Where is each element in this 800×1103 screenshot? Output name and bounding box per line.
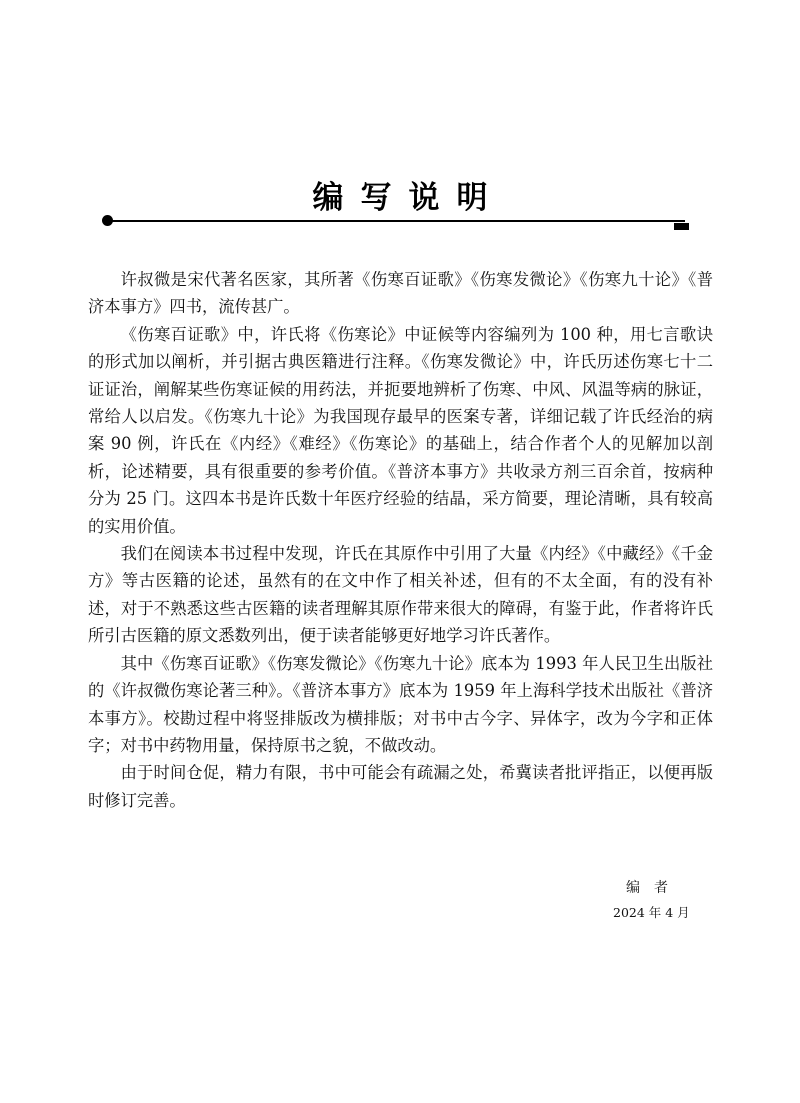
divider-block bbox=[674, 223, 689, 230]
paragraph: 由于时间仓促，精力有限，书中可能会有疏漏之处，希冀读者批评指正，以便再版时修订完善。 bbox=[88, 763, 713, 810]
body-text bbox=[88, 266, 713, 814]
divider-line bbox=[108, 220, 685, 222]
paragraph: 许叔微是宋代著名医家，其所著《伤寒百证歌》《伤寒发微论》《伤寒九十论》《普济本事方》四书，流传甚广。 bbox=[88, 270, 713, 317]
author-signature: 编者 bbox=[626, 880, 682, 896]
page-title: 编写说明 bbox=[312, 180, 505, 216]
paragraph: 《伤寒百证歌》中，许氏将《伤寒论》中证候等内容编列为 100 种，用七言歌诀的形式加以阐析，并引据古典医籍进行注释。《伤寒发微论》中，许氏历述伤寒七十二证证治，阐解某些伤寒证候的用药法，并扼要地辨析了伤寒、中风、风温等病的脉证，常给人以启发。《伤寒九十论》为我国现存最早的医案专著，详细记载了许氏经治的病案 90 例，许氏在《内经》《难经》《伤寒论》的基础上，结合作者个人的见解加以剖析，论述精要，具有很重要的参考价值。《普济本事方》共收录方剂三百余首，按病种分为 25 门。这四本书是许氏数十年医疗经验的结晶，采方简要，理论清晰，具有较高的实用价值。 bbox=[88, 324, 713, 536]
date-line: 2024 年 4 月 bbox=[613, 905, 690, 920]
divider-dot bbox=[102, 215, 113, 226]
paragraph: 我们在阅读本书过程中发现，许氏在其原作中引用了大量《内经》《中藏经》《千金方》等古医籍的论述，虽然有的在文中作了相关补述，但有的不太全面，有的没有补述，对于不熟悉这些古医籍的读者理解其原作带来很大的障碍，有鉴于此，作者将许氏所引古医籍的原文悉数列出，便于读者能够更好地学习许氏著作。 bbox=[88, 544, 713, 646]
paragraph: 其中《伤寒百证歌》《伤寒发微论》《伤寒九十论》底本为 1993 年人民卫生出版社的《许叔微伤寒论著三种》。《普济本事方》底本为 1959 年上海科学技术出版社《普济本事方》。校勘过程中将竖排版改为横排版；对书中古今字、异体字，改为今字和正体字；对书中药物用量，保持原书之貌，不做改动。 bbox=[88, 653, 713, 755]
